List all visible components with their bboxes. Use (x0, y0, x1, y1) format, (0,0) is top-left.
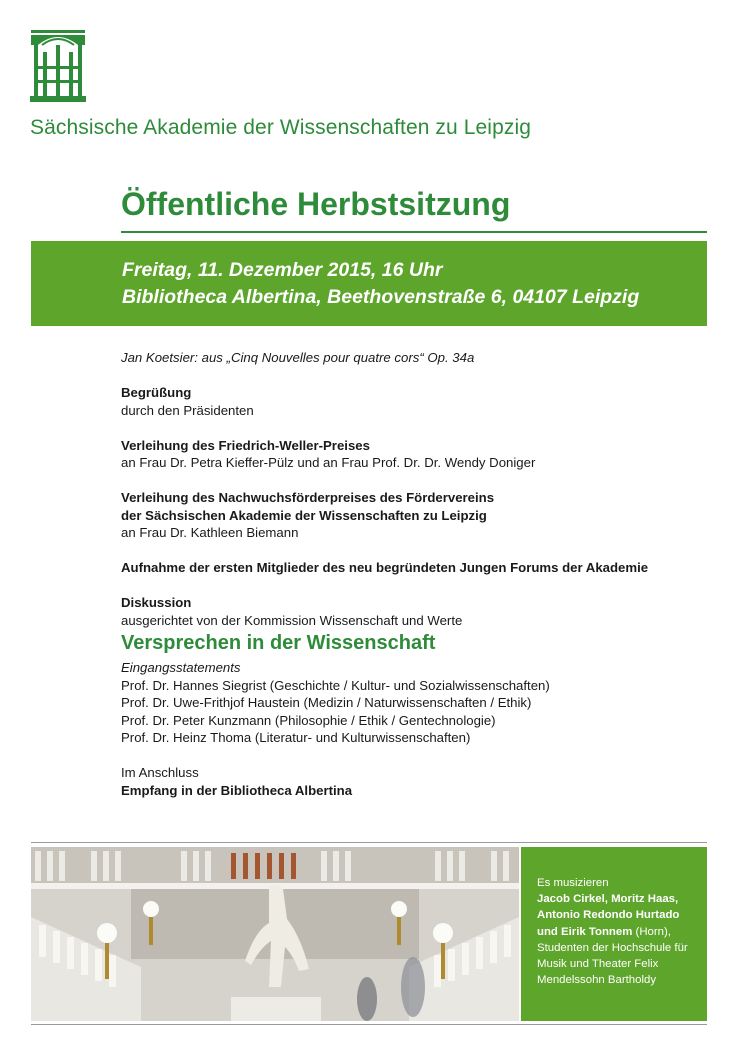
program (121, 349, 707, 799)
youth-prize-heading-2: der Sächsischen Akademie der Wissenschaften zu Leipzig (121, 507, 487, 523)
young-forum-heading: Aufnahme der ersten Mitglieder des neu begründeten Jungen Forums der Akademie (121, 560, 649, 575)
discussion-heading: Diskussion (121, 595, 192, 610)
page-title: Öffentliche Herbstsitzung (121, 186, 511, 222)
speaker-item: Prof. Dr. Peter Kunzmann (Philosophie / Ethik / Gentechnologie) (121, 712, 496, 728)
welcome-detail: durch den Präsidenten (121, 402, 254, 418)
youth-prize-detail: an Frau Dr. Kathleen Biemann (121, 525, 299, 540)
musicians-names-2: Antonio Redondo Hurtado (537, 909, 680, 922)
library-hall-photo (31, 847, 519, 1021)
weller-prize-heading: Verleihung des Friedrich-Weller-Preises (121, 437, 370, 453)
footer-divider-top (31, 842, 707, 843)
event-date: Freitag, 11. Dezember 2015, 16 Uhr (122, 259, 443, 281)
speaker-item: Prof. Dr. Heinz Thoma (Literatur- und Kulturwissenschaften) (121, 730, 471, 745)
speaker-item: Prof. Dr. Uwe-Frithjof Haustein (Medizin / Naturwissenschaften / Ethik) (121, 695, 532, 710)
weller-prize-detail: an Frau Dr. Petra Kieffer-Pülz und an Frau Prof. Dr. Dr. Wendy Doniger (121, 455, 536, 470)
musicians-names-3: und Eirik Tonnem (537, 925, 633, 938)
organization-name: Sächsische Akademie der Wissenschaften zu Leipzig (30, 116, 531, 139)
reception-text: Empfang in der Bibliotheca Albertina (121, 782, 353, 798)
musicians-students-3: Mendelssohn Bartholdy (537, 974, 657, 987)
musicians-students-2: Musik und Theater Felix (537, 958, 659, 971)
youth-prize-heading-1: Verleihung des Nachwuchsförderpreises des Fördervereins (121, 490, 495, 505)
musicians-instrument: (Horn), (632, 925, 671, 938)
musicians-intro: Es musizieren (537, 877, 609, 889)
welcome-heading: Begrüßung (121, 385, 192, 400)
event-location: Bibliotheca Albertina, Beethovenstraße 6, 04107 Leipzig (122, 286, 640, 308)
academy-logo (30, 30, 86, 102)
musicians-names-1: Jacob Cirkel, Moritz Haas, (537, 893, 679, 906)
musicians-info (521, 847, 707, 1021)
statements-label: Eingangsstatements (121, 660, 241, 675)
footer-divider-bottom (31, 1024, 707, 1025)
event-banner (31, 241, 707, 326)
afterwards-label: Im Anschluss (121, 765, 199, 780)
music-intro: Jan Koetsier: aus „Cinq Nouvelles pour quatre cors“ Op. 34a (121, 350, 475, 365)
panel-title: Versprechen in der Wissenschaft (121, 632, 436, 654)
speaker-item: Prof. Dr. Hannes Siegrist (Geschichte / Kultur- und Sozialwissenschaften) (121, 677, 550, 693)
title-divider (121, 231, 707, 233)
discussion-detail: ausgerichtet von der Kommission Wissenschaft und Werte (121, 612, 463, 628)
musicians-students-1: Studenten der Hochschule für (537, 941, 688, 954)
